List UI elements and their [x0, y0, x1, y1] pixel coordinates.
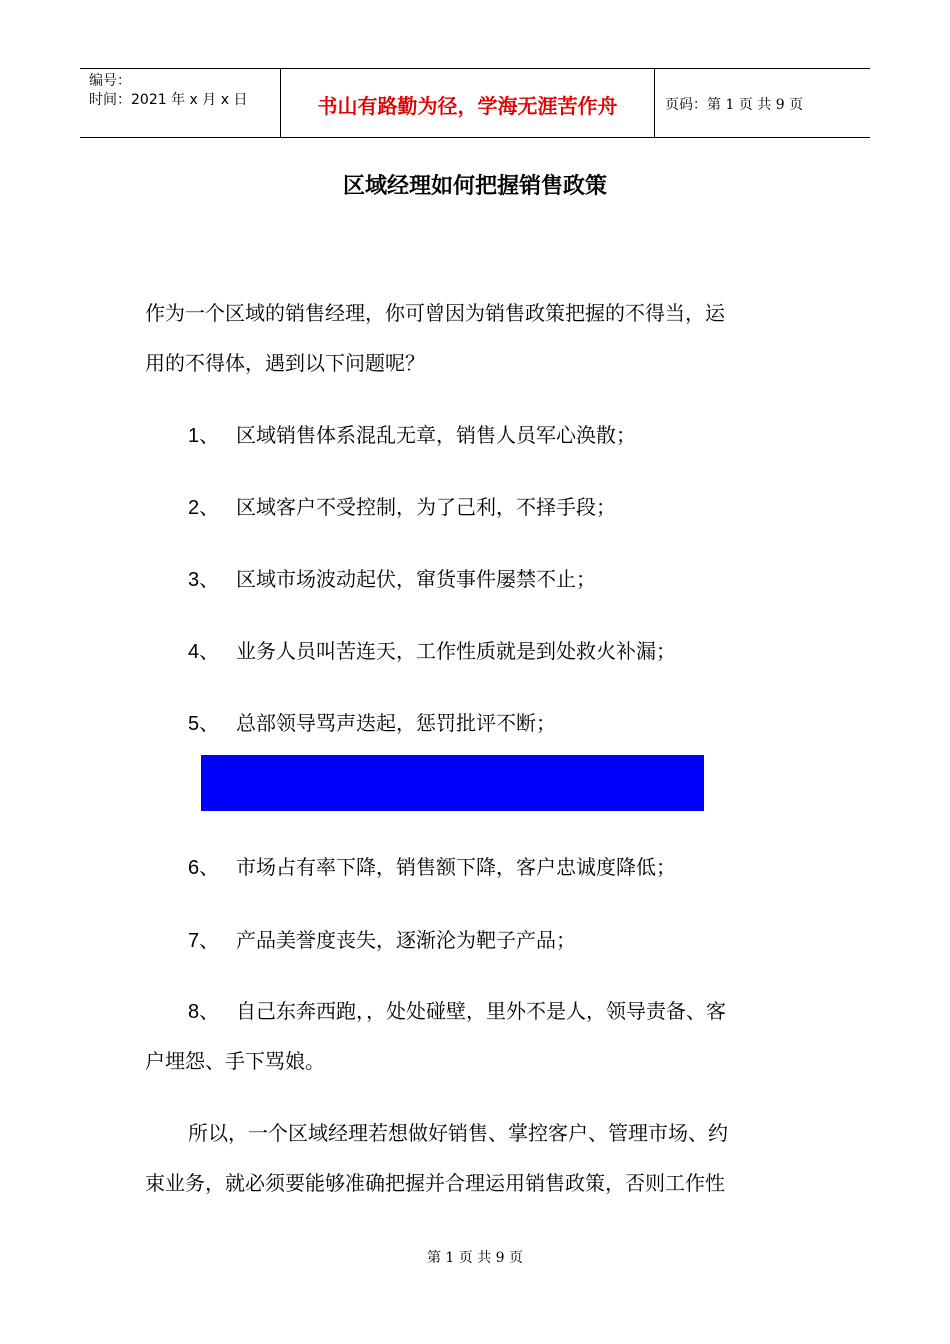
- list-item: 区域市场波动起伏，窜货事件屡禁不止；: [236, 567, 596, 591]
- time-label: 时间：2021 年 x 月 x 日: [89, 92, 248, 108]
- header-page-info: 页码：第 1 页 共 9 页: [665, 97, 804, 113]
- item-number: 1、: [188, 425, 220, 447]
- item-number: 2、: [188, 497, 220, 519]
- list-item: 总部领导骂声迭起，惩罚批评不断；: [236, 711, 556, 735]
- list-item: 区域销售体系混乱无章，销售人员军心涣散；: [236, 423, 636, 447]
- redaction-bar: [201, 755, 704, 811]
- intro-line-1: 作为一个区域的销售经理，你可曾因为销售政策把握的不得当，运: [145, 301, 725, 325]
- closing-line-1: 所以，一个区域经理若想做好销售、掌控客户、管理市场、约: [188, 1121, 728, 1145]
- item-number: 7、: [188, 930, 220, 952]
- item-number: 8、: [188, 1001, 220, 1023]
- number-label: 编号：: [89, 73, 131, 89]
- list-item: 业务人员叫苦连天，工作性质就是到处救火补漏；: [236, 639, 676, 663]
- document-title: 区域经理如何把握销售政策: [342, 174, 607, 199]
- intro-line-2: 用的不得体，遇到以下问题呢？: [145, 351, 425, 375]
- list-item: 区域客户不受控制，为了己利，不择手段；: [236, 495, 616, 519]
- document-header: [80, 68, 870, 138]
- item-continuation: 户埋怨、手下骂娘。: [145, 1049, 325, 1073]
- list-item: 自己东奔西跑，，处处碰壁，里外不是人，领导责备、客: [236, 999, 726, 1023]
- header-motto: 书山有路勤为径，学海无涯苦作舟: [281, 69, 655, 137]
- item-number: 5、: [188, 713, 220, 735]
- item-number: 3、: [188, 569, 220, 591]
- item-number: 4、: [188, 641, 220, 663]
- header-meta: [80, 69, 281, 137]
- closing-line-2: 束业务，就必须要能够准确把握并合理运用销售政策，否则工作性: [145, 1171, 725, 1195]
- list-item: 市场占有率下降，销售额下降，客户忠诚度降低；: [236, 855, 676, 879]
- item-number: 6、: [188, 857, 220, 879]
- list-item: 产品美誉度丧失，逐渐沦为靶子产品；: [236, 928, 576, 952]
- page-footer: 第 1 页 共 9 页: [426, 1250, 524, 1266]
